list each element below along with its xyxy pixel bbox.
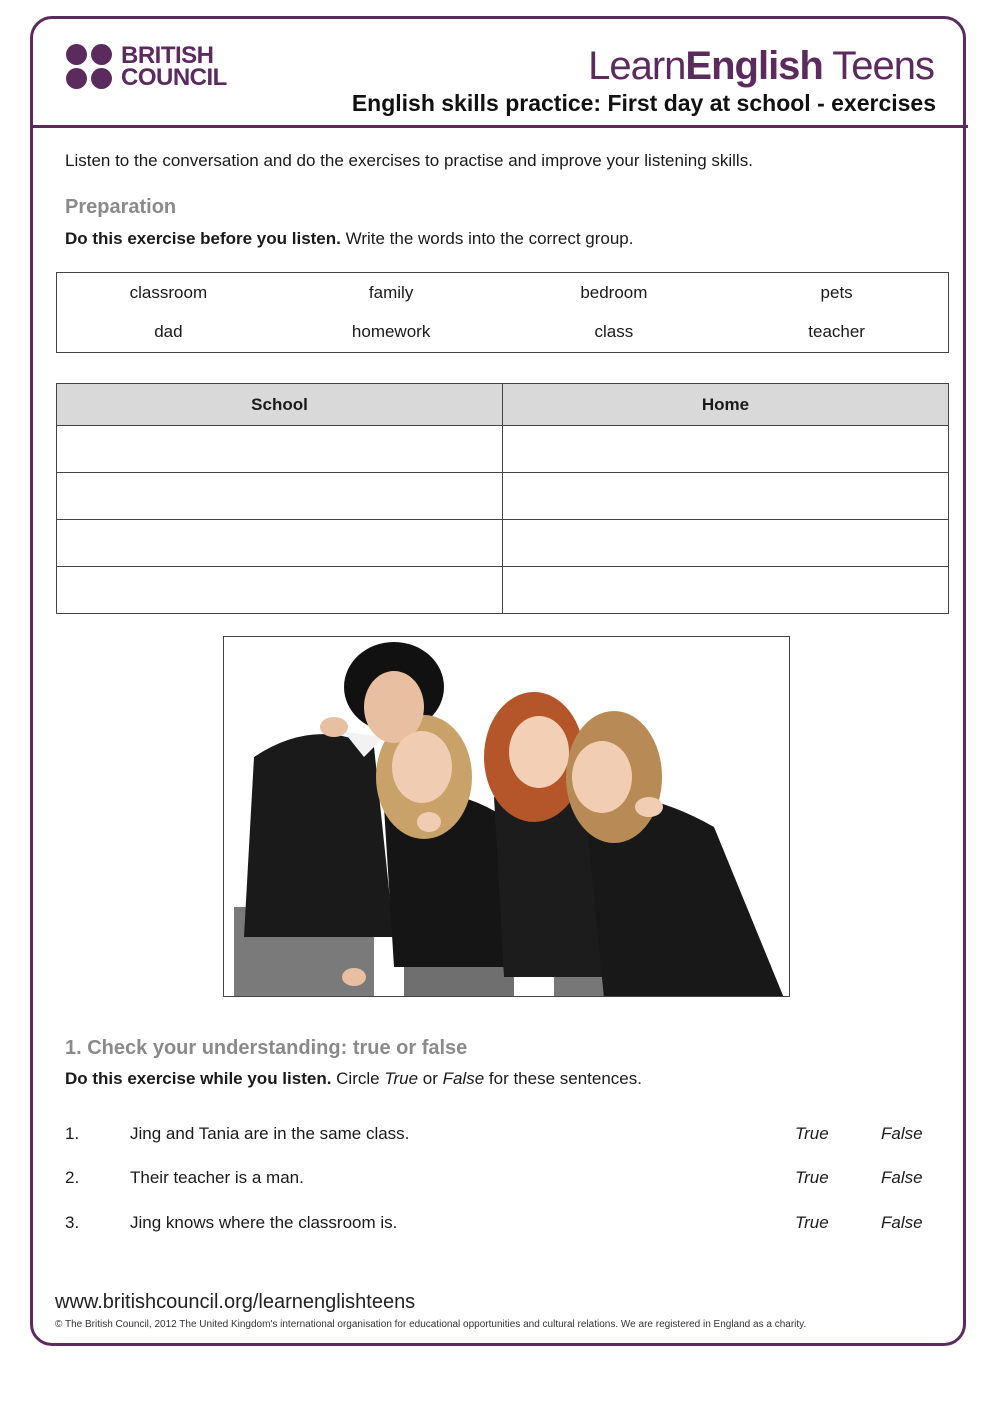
preparation-heading: Preparation <box>65 196 177 218</box>
answer-cell[interactable] <box>57 520 503 567</box>
british-council-logo <box>66 41 227 91</box>
logo-line-2: COUNCIL <box>121 63 227 91</box>
item-statement: Jing and Tania are in the same class. <box>130 1124 410 1143</box>
word-item: classroom <box>129 282 208 302</box>
item-number: 3. <box>65 1213 80 1232</box>
answer-cell[interactable] <box>503 426 949 473</box>
item-statement: Jing knows where the classroom is. <box>130 1213 398 1232</box>
answer-cell[interactable] <box>503 567 949 614</box>
students-photo <box>223 636 790 997</box>
true-option[interactable]: True <box>795 1213 829 1232</box>
column-header-home: Home <box>503 384 949 426</box>
footer-copyright: © The British Council, 2012 The United Kingdom's international organisation for educational opportunities and cultural relations. We are registered in England as a charity. <box>55 1319 807 1330</box>
table-row <box>57 520 949 567</box>
table-row <box>57 567 949 614</box>
column-header-school: School <box>57 384 503 426</box>
word-item: pets <box>820 282 853 302</box>
false-option[interactable]: False <box>881 1168 923 1187</box>
document-title: English skills practice: First day at school - exercises <box>351 90 936 116</box>
word-item: bedroom <box>580 282 648 302</box>
answer-cell[interactable] <box>503 473 949 520</box>
exercise-1-instruction: Do this exercise while you listen. Circle True or False for these sentences. <box>65 1069 642 1088</box>
table-row <box>57 426 949 473</box>
item-statement: Their teacher is a man. <box>130 1168 304 1187</box>
preparation-instruction: Do this exercise before you listen. Write the words into the correct group. <box>65 229 634 248</box>
word-item: homework <box>351 321 431 341</box>
word-item: dad <box>154 321 183 341</box>
answer-cell[interactable] <box>57 426 503 473</box>
word-item: class <box>594 321 634 341</box>
table-row <box>57 473 949 520</box>
answer-cell[interactable] <box>57 473 503 520</box>
word-box <box>56 272 949 353</box>
students-illustration-icon <box>224 637 790 997</box>
false-option[interactable]: False <box>881 1213 923 1232</box>
true-option[interactable]: True <box>795 1124 829 1143</box>
logo-line-1: BRITISH <box>121 41 214 69</box>
header-divider <box>30 125 968 128</box>
list-item <box>65 1213 935 1237</box>
sorting-table <box>56 383 949 614</box>
answer-cell[interactable] <box>57 567 503 614</box>
footer-url[interactable]: www.britishcouncil.org/learnenglishteens <box>55 1291 416 1313</box>
word-item: teacher <box>808 321 865 341</box>
false-option[interactable]: False <box>881 1124 923 1143</box>
item-number: 2. <box>65 1168 80 1187</box>
list-item <box>65 1168 935 1192</box>
word-item: family <box>368 282 414 302</box>
true-option[interactable]: True <box>795 1168 829 1187</box>
intro-text: Listen to the conversation and do the exercises to practise and improve your listening skills. <box>65 151 753 170</box>
item-number: 1. <box>65 1124 80 1143</box>
logo-dots-icon <box>66 44 113 89</box>
answer-cell[interactable] <box>503 520 949 567</box>
learnenglish-teens-logo: LearnEnglish Teens <box>588 44 934 88</box>
exercise-1-heading: 1. Check your understanding: true or false <box>65 1037 468 1059</box>
list-item <box>65 1124 935 1148</box>
